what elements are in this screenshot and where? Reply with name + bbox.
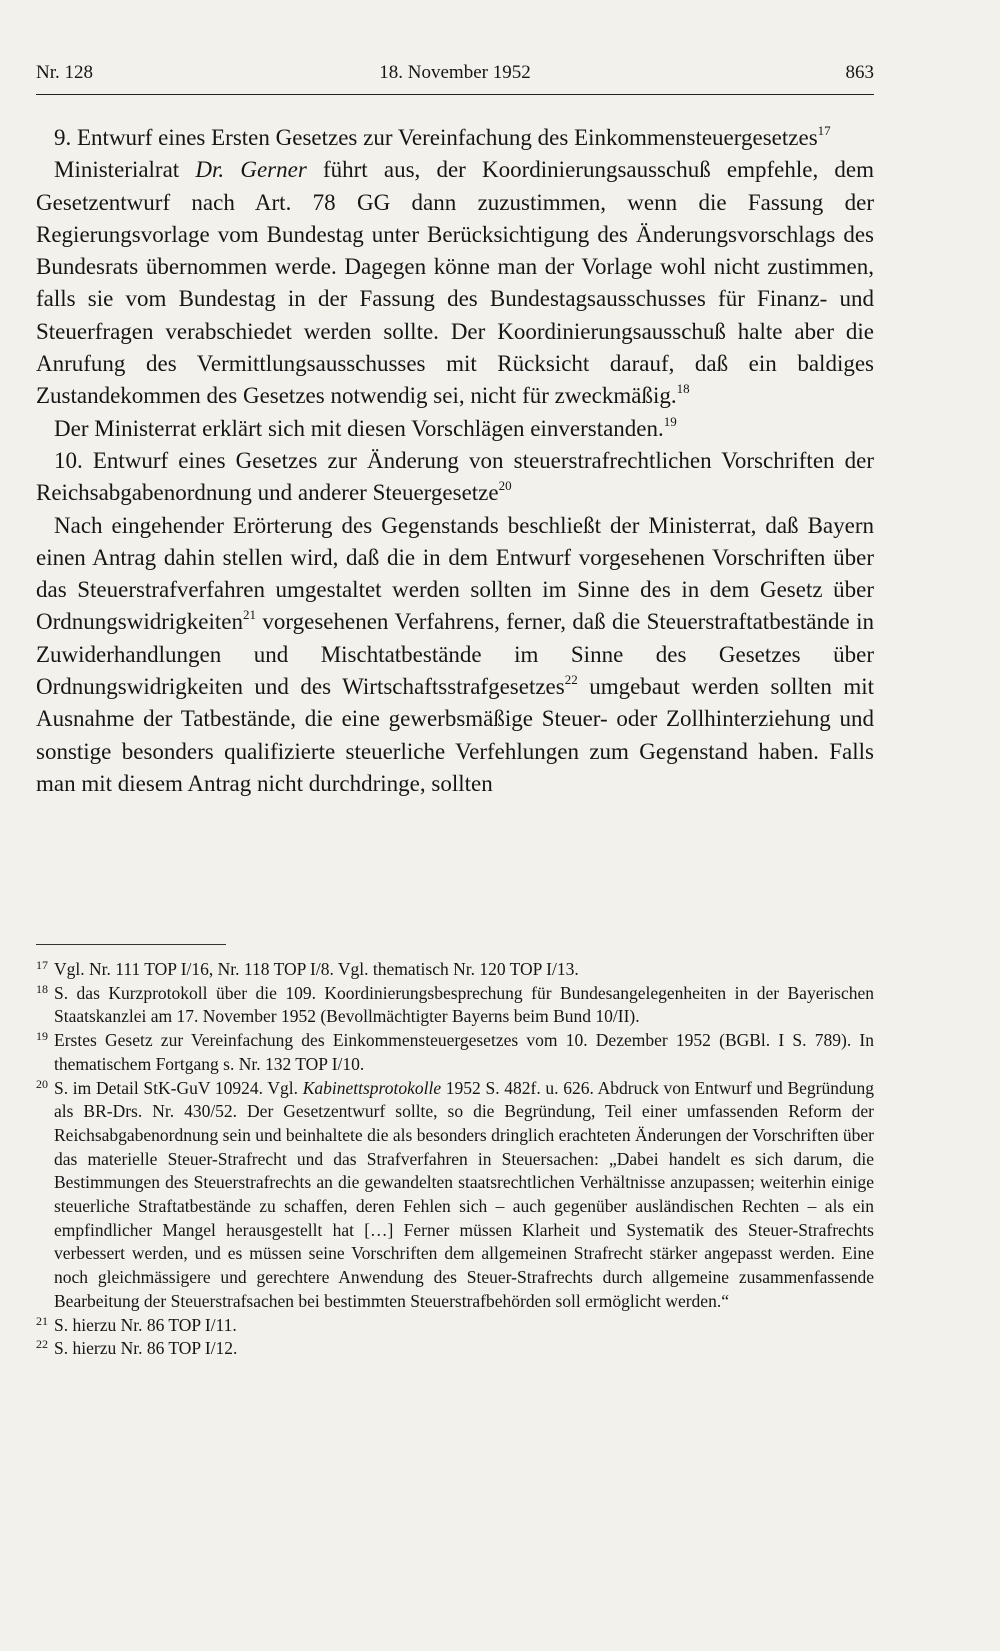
agenda-item-10-heading: 10. Entwurf eines Gesetzes zur Änderung von steuerstrafrechtlichen Vorschriften der Reichsabgabenordnung und anderer Steuergesetze$^{20}$ bbox=[36, 447, 874, 506]
footnote-20: 20 S. im Detail StK-GuV 10924. Vgl. Kabinettsprotokolle 1952 S. 482f. u. 626. Abdruck von Entwurf und Begründung als BR-Drs. Nr. 430/52. Der Gesetzentwurf sollte, so die Begründung, Teil einer umfassenden Reform der Reichsabgabenordnung sein und beinhaltete die als besonders dringlich erachteten Änderungen der Vorschriften über das materielle Steuer-Strafrecht und das Strafverfahren in Steuersachen: „Dabei handelt es sich darum, die Bestimmungen des Steuerstrafrechts an die gewandelten staatsrechtlichen Verhältnisse anzupassen; weiterhin einige steuerliche Straftatbestände zu schaffen, deren Fehlen sich – auch gegenüber ausländischen Rechten – als ein empfindlicher Mangel herausgestellt hat […] Ferner müssen Klarheit und Systematik des Steuer-Strafrechts verbessert werden, und es müssen seine Vorschriften dem allgemeinen Strafrecht stärker angepasst werden. Eine noch gleichmässigere und gerechtere Anwendung des Steuer-Strafrechts durch allgemeine zusammenfassende Bearbeitung der Steuerstrafsachen bei bestimmten Steuerstrafbehörden soll ermöglicht werden.“ bbox=[36, 1077, 874, 1314]
footnotes bbox=[36, 958, 874, 1361]
footnote-21: 21 S. hierzu Nr. 86 TOP I/11. bbox=[36, 1314, 874, 1338]
footnote-ref-21[interactable]: 21 bbox=[242, 607, 256, 623]
agenda-item-10-paragraph-1: Nach eingehender Erörterung des Gegenstands beschließt der Ministerrat, daß Bayern einen Antrag dahin stellen wird, daß die in dem Entwurf vorgesehenen Vorschriften über das Steuerstrafverfahren umgestaltet werden sollten im Sinne des in dem Gesetz über Ordnungswidrigkeiten$^{21}$ vorgesehenen Verfahrens, ferner, daß die Steuerstraftatbestände in Zuwiderhandlungen und Mischtatbestände im Sinne des Gesetzes über Ordnungswidrigkeiten und des Wirtschaftsstrafgesetzes$^{22}$ umgebaut werden sollten mit Ausnahme der Tatbestände, die eine gewerbsmäßige Steuer- oder Zollhinterziehung und sonstige besonders qualifizierte steuerliche Verfehlungen zum Gegenstand haben. Falls man mit diesem Antrag nicht durchdringe, sollten bbox=[36, 512, 874, 796]
footnote-number: 18 bbox=[36, 981, 48, 996]
speaker-name: Dr. Gerner bbox=[195, 157, 307, 183]
cited-work-title: Kabinettsprotokolle bbox=[302, 1077, 442, 1098]
document-page bbox=[36, 0, 874, 1651]
document-number: Nr. 128 bbox=[36, 62, 93, 83]
footnote-ref-18[interactable]: 18 bbox=[676, 381, 690, 397]
header-rule bbox=[36, 94, 874, 95]
footnote-22: 22 S. hierzu Nr. 86 TOP I/12. bbox=[36, 1337, 874, 1361]
footnote-19: 19 Erstes Gesetz zur Vereinfachung des Einkommensteuergesetzes vom 10. Dezember 1952 (BGBl. I S. 789). In thematischem Fortgang s. Nr. 132 TOP I/10. bbox=[36, 1029, 874, 1076]
footnote-18: 18 S. das Kurzprotokoll über die 109. Koordinierungsbesprechung für Bundesangelegenheiten in der Bayerischen Staatskanzlei am 17. November 1952 (Bevollmächtigter Bayerns beim Bund 10/II). bbox=[36, 982, 874, 1029]
footnote-ref-17[interactable]: 17 bbox=[817, 123, 831, 138]
footnote-number: 21 bbox=[36, 1313, 48, 1328]
footnote-number: 17 bbox=[36, 958, 48, 972]
footnote-ref-20[interactable]: 20 bbox=[498, 478, 512, 494]
footnote-17: 17 Vgl. Nr. 111 TOP I/16, Nr. 118 TOP I/8. Vgl. thematisch Nr. 120 TOP I/13. bbox=[36, 958, 874, 982]
agenda-item-9-paragraph-1: Ministerialrat Dr. Gerner führt aus, der Koordinierungsausschuß empfehle, dem Gesetzentwurf nach Art. 78 GG dann zuzustimmen, wenn die Fassung der Regierungsvorlage vom Bundestag unter Berücksichtigung des Änderungsvorschlags des Bundesrats übernommen werde. Dagegen könne man der Vorlage wohl nicht zustimmen, falls sie vom Bundestag in der Fassung des Bundestagsausschusses für Finanz- und Steuerfragen verabschiedet werden sollte. Der Koordinierungsausschuß halte aber die Anrufung des Vermittlungsausschusses mit Rücksicht darauf, daß ein baldiges Zustandekommen des Gesetzes notwendig sei, nicht für zweckmäßig.$^{18}$ bbox=[36, 157, 875, 409]
running-header bbox=[36, 62, 874, 92]
footnote-ref-19[interactable]: 19 bbox=[663, 413, 677, 429]
page-number: 863 bbox=[845, 62, 874, 83]
agenda-item-9-paragraph-2: Der Ministerrat erklärt sich mit diesen Vorschlägen einverstanden.$^{19}$ bbox=[54, 413, 677, 441]
footnote-number: 20 bbox=[36, 1076, 48, 1091]
footnote-ref-22[interactable]: 22 bbox=[564, 672, 578, 688]
document-date: 18. November 1952 bbox=[379, 62, 531, 83]
footnote-number: 19 bbox=[36, 1029, 48, 1044]
footnote-rule bbox=[36, 944, 226, 945]
main-text bbox=[36, 122, 874, 800]
footnote-number: 22 bbox=[36, 1337, 48, 1352]
agenda-item-9-heading: 9. Entwurf eines Ersten Gesetzes zur Vereinfachung des Einkommensteuergesetzes$^{17}$ bbox=[54, 123, 831, 150]
